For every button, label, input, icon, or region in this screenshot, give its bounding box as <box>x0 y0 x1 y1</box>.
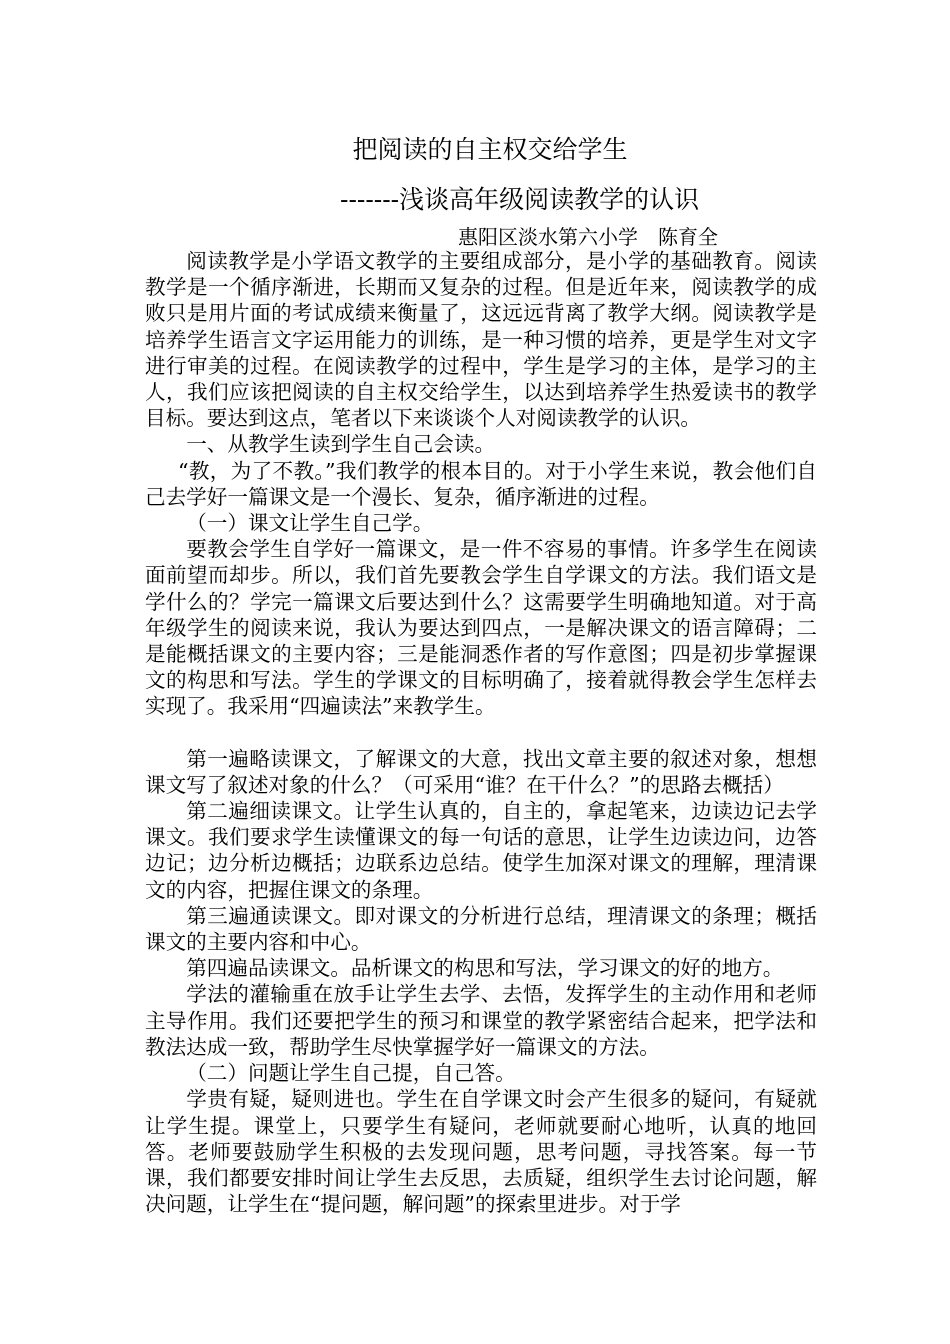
paragraph-fourth-reading: 第四遍品读课文。品析课文的构思和写法，学习课文的好的地方。 <box>186 956 784 981</box>
author-line: 惠阳区淡水第六小学 陈育全 <box>458 225 718 249</box>
subsection-heading-1: （一）课文让学生自己学。 <box>186 511 434 536</box>
document-title: 把阅读的自主权交给学生 <box>352 135 628 164</box>
blank-line <box>145 720 817 746</box>
paragraph-second-reading: 第二遍细读课文。让学生认真的，自主的，拿起笔来，边读边记去学课文。我们要求学生读懂课文的每一句话的意思，让学生边读边问，边答边记；边分析边概括；边联系边总结。使学生加深对课文的理解，理清课文的内容，把握住课文的条理。 <box>145 799 817 902</box>
paragraph-first-reading: 第一遍略读课文，了解课文的大意，找出文章主要的叙述对象，想想课文写了叙述对象的什么？（可采用“谁？在干什么？”的思路去概括） <box>145 746 817 797</box>
document-body <box>145 248 817 1217</box>
section-heading-1: 一、从教学生读到学生自己会读。 <box>186 432 496 457</box>
paragraph-learning-method: 学法的灌输重在放手让学生去学、去悟，发挥学生的主动作用和老师主导作用。我们还要把学生的预习和课堂的教学紧密结合起来，把学法和教法达成一致，帮助学生尽快掌握学好一篇课文的方法。 <box>145 982 817 1059</box>
paragraph-questions: 学贵有疑，疑则进也。学生在自学课文时会产生很多的疑问，有疑就让学生提。课堂上，只要学生有疑问，老师就要耐心地听，认真的地回答。老师要鼓励学生积极的去发现问题，思考问题，寻找答案。每一节课，我们都要安排时间让学生去反思，去质疑，组织学生去讨论问题，解决问题，让学生在“提问题，解问题”的探索里进步。对于学 <box>145 1087 817 1217</box>
document-subtitle: -------浅谈高年级阅读教学的认识 <box>340 185 700 214</box>
paragraph-third-reading: 第三遍通读课文。即对课文的分析进行总结，理清课文的条理；概括课文的主要内容和中心。 <box>145 903 817 955</box>
paragraph-quote: “教，为了不教。”我们教学的根本目的。对于小学生来说，教会他们自己去学好一篇课文是一个漫长、复杂，循序渐进的过程。 <box>145 458 817 509</box>
subsection-heading-2: （二）问题让学生自己提，自己答。 <box>186 1061 516 1086</box>
paragraph-intro: 阅读教学是小学语文教学的主要组成部分，是小学的基础教育。阅读教学是一个循序渐进，长期而又复杂的过程。但是近年来，阅读教学的成败只是用片面的考试成绩来衡量了，这远远背离了教学大纲。阅读教学是培养学生语言文字运用能力的训练，是一种习惯的培养，更是学生对文字进行审美的过程。在阅读教学的过程中，学生是学习的主体，是学习的主人，我们应该把阅读的自主权交给学生，以达到培养学生热爱读书的教学目标。要达到这点，笔者以下来谈谈个人对阅读教学的认识。 <box>145 249 817 431</box>
paragraph-self-study: 要教会学生自学好一篇课文，是一件不容易的事情。许多学生在阅读面前望而却步。所以，我们首先要教会学生自学课文的方法。我们语文是学什么的？学完一篇课文后要达到什么？这需要学生明确地知道。对于高年级学生的阅读来说，我认为要达到四点，一是解决课文的语言障碍；二是能概括课文的主要内容；三是能洞悉作者的写作意图；四是初步掌握课文的构思和写法。学生的学课文的目标明确了，接着就得教会学生怎样去实现了。我采用“四遍读法”来教学生。 <box>145 537 817 719</box>
